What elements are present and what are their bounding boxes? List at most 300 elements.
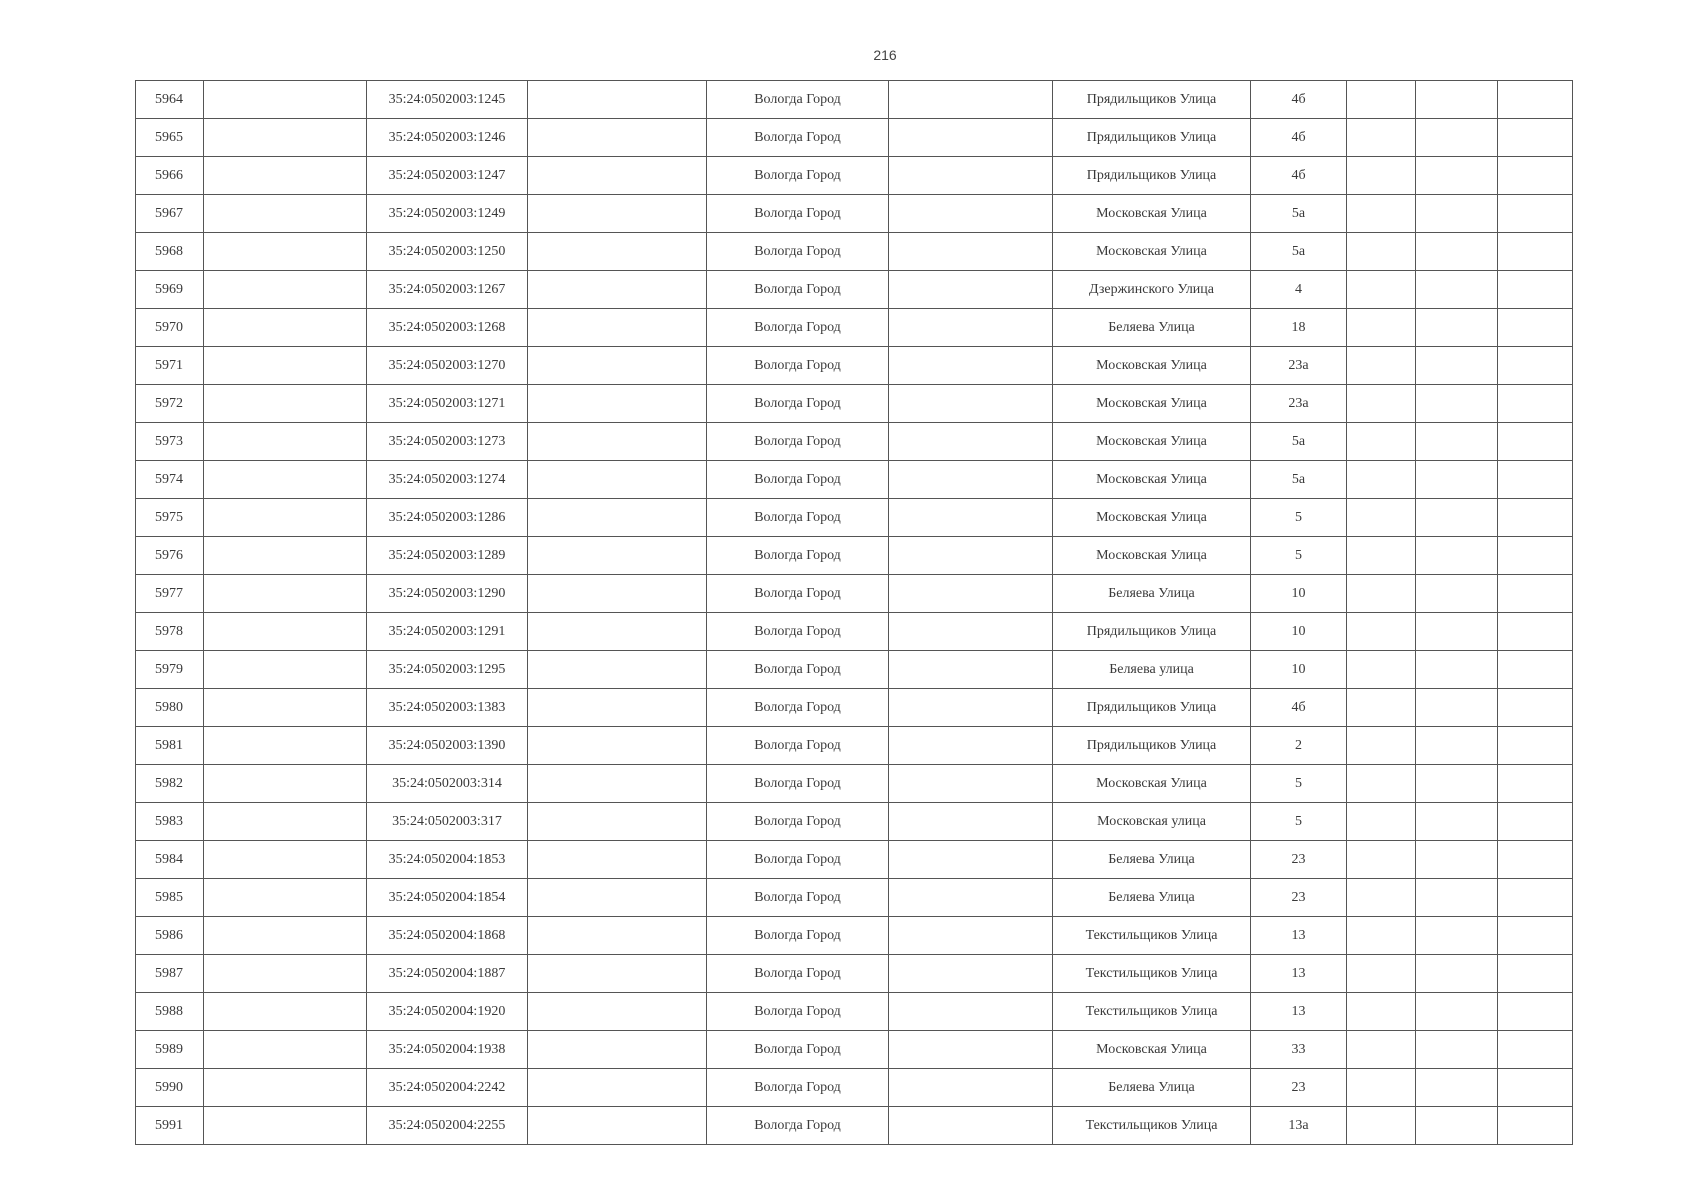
empty-cell [204,727,367,765]
empty-cell [1416,689,1498,727]
cadastral-number-cell: 35:24:0502004:1854 [367,879,528,917]
empty-cell [1347,955,1416,993]
row-number-cell: 5967 [136,195,204,233]
house-number-cell: 23а [1251,385,1347,423]
row-number-cell: 5966 [136,157,204,195]
empty-cell [1416,423,1498,461]
street-cell: Прядильщиков Улица [1053,81,1251,119]
empty-cell [204,1107,367,1145]
empty-cell [528,917,707,955]
street-cell: Дзержинского Улица [1053,271,1251,309]
empty-cell [204,575,367,613]
row-number-cell: 5986 [136,917,204,955]
table-row [136,575,1573,613]
table-row [136,879,1573,917]
empty-cell [204,955,367,993]
empty-cell [1347,993,1416,1031]
city-cell: Вологда Город [707,195,889,233]
empty-cell [1347,803,1416,841]
empty-cell [889,461,1053,499]
empty-cell [889,385,1053,423]
empty-cell [1498,803,1573,841]
empty-cell [204,461,367,499]
street-cell: Прядильщиков Улица [1053,613,1251,651]
empty-cell [204,1031,367,1069]
street-cell: Московская Улица [1053,765,1251,803]
house-number-cell: 18 [1251,309,1347,347]
empty-cell [1498,765,1573,803]
empty-cell [1347,689,1416,727]
city-cell: Вологда Город [707,993,889,1031]
empty-cell [1498,157,1573,195]
street-cell: Московская Улица [1053,347,1251,385]
empty-cell [204,993,367,1031]
table-row [136,157,1573,195]
empty-cell [1498,1031,1573,1069]
table-row [136,651,1573,689]
row-number-cell: 5977 [136,575,204,613]
row-number-cell: 5974 [136,461,204,499]
empty-cell [1347,765,1416,803]
street-cell: Московская Улица [1053,385,1251,423]
empty-cell [1498,993,1573,1031]
table-row [136,233,1573,271]
row-number-cell: 5979 [136,651,204,689]
empty-cell [528,385,707,423]
empty-cell [204,385,367,423]
empty-cell [1498,955,1573,993]
table-row [136,461,1573,499]
city-cell: Вологда Город [707,309,889,347]
empty-cell [889,841,1053,879]
cadastral-number-cell: 35:24:0502003:1291 [367,613,528,651]
property-registry-table [135,80,1573,1145]
empty-cell [204,917,367,955]
empty-cell [889,803,1053,841]
empty-cell [889,1107,1053,1145]
street-cell: Московская Улица [1053,1031,1251,1069]
empty-cell [528,841,707,879]
empty-cell [528,347,707,385]
empty-cell [204,879,367,917]
table-row [136,727,1573,765]
empty-cell [528,727,707,765]
empty-cell [1498,727,1573,765]
empty-cell [528,81,707,119]
empty-cell [1416,195,1498,233]
empty-cell [889,689,1053,727]
empty-cell [528,461,707,499]
table-row [136,841,1573,879]
house-number-cell: 10 [1251,613,1347,651]
empty-cell [204,271,367,309]
row-number-cell: 5964 [136,81,204,119]
empty-cell [204,195,367,233]
empty-cell [204,157,367,195]
house-number-cell: 5а [1251,195,1347,233]
cadastral-number-cell: 35:24:0502003:1270 [367,347,528,385]
row-number-cell: 5976 [136,537,204,575]
city-cell: Вологда Город [707,651,889,689]
empty-cell [1347,195,1416,233]
table-row [136,1069,1573,1107]
street-cell: Московская Улица [1053,233,1251,271]
house-number-cell: 4б [1251,689,1347,727]
table-row [136,917,1573,955]
city-cell: Вологда Город [707,157,889,195]
empty-cell [204,1069,367,1107]
street-cell: Беляева Улица [1053,879,1251,917]
house-number-cell: 23 [1251,879,1347,917]
row-number-cell: 5969 [136,271,204,309]
empty-cell [204,841,367,879]
empty-cell [1347,575,1416,613]
empty-cell [889,157,1053,195]
cadastral-number-cell: 35:24:0502003:314 [367,765,528,803]
empty-cell [1416,537,1498,575]
empty-cell [1498,651,1573,689]
empty-cell [1347,841,1416,879]
table-row [136,1107,1573,1145]
empty-cell [1498,575,1573,613]
table-row [136,803,1573,841]
cadastral-number-cell: 35:24:0502003:1390 [367,727,528,765]
cadastral-number-cell: 35:24:0502004:1853 [367,841,528,879]
empty-cell [889,955,1053,993]
empty-cell [889,1069,1053,1107]
street-cell: Московская Улица [1053,195,1251,233]
city-cell: Вологда Город [707,955,889,993]
empty-cell [528,271,707,309]
empty-cell [204,309,367,347]
empty-cell [204,651,367,689]
empty-cell [528,537,707,575]
empty-cell [1416,727,1498,765]
empty-cell [1416,1031,1498,1069]
empty-cell [1498,81,1573,119]
city-cell: Вологда Город [707,879,889,917]
cadastral-number-cell: 35:24:0502003:1273 [367,423,528,461]
empty-cell [528,803,707,841]
table-row [136,993,1573,1031]
empty-cell [528,955,707,993]
city-cell: Вологда Город [707,917,889,955]
empty-cell [1347,423,1416,461]
empty-cell [889,879,1053,917]
city-cell: Вологда Город [707,689,889,727]
table-row [136,309,1573,347]
table-row [136,195,1573,233]
cadastral-number-cell: 35:24:0502003:1267 [367,271,528,309]
empty-cell [889,233,1053,271]
empty-cell [889,575,1053,613]
city-cell: Вологда Город [707,119,889,157]
house-number-cell: 4б [1251,81,1347,119]
empty-cell [528,689,707,727]
empty-cell [1347,271,1416,309]
empty-cell [889,347,1053,385]
row-number-cell: 5968 [136,233,204,271]
cadastral-number-cell: 35:24:0502003:1246 [367,119,528,157]
house-number-cell: 4б [1251,119,1347,157]
row-number-cell: 5981 [136,727,204,765]
street-cell: Московская Улица [1053,461,1251,499]
empty-cell [1498,1107,1573,1145]
empty-cell [1416,385,1498,423]
empty-cell [528,195,707,233]
table-row [136,347,1573,385]
empty-cell [1416,879,1498,917]
registry-body [136,81,1573,1145]
empty-cell [1416,651,1498,689]
empty-cell [1347,1107,1416,1145]
empty-cell [1498,537,1573,575]
empty-cell [889,499,1053,537]
empty-cell [1347,499,1416,537]
empty-cell [1498,195,1573,233]
cadastral-number-cell: 35:24:0502003:1383 [367,689,528,727]
empty-cell [889,765,1053,803]
cadastral-number-cell: 35:24:0502004:1938 [367,1031,528,1069]
city-cell: Вологда Город [707,499,889,537]
row-number-cell: 5988 [136,993,204,1031]
empty-cell [1416,347,1498,385]
city-cell: Вологда Город [707,81,889,119]
row-number-cell: 5971 [136,347,204,385]
city-cell: Вологда Город [707,575,889,613]
row-number-cell: 5965 [136,119,204,157]
row-number-cell: 5978 [136,613,204,651]
empty-cell [528,233,707,271]
empty-cell [1347,119,1416,157]
house-number-cell: 13 [1251,993,1347,1031]
empty-cell [204,119,367,157]
table-row [136,499,1573,537]
street-cell: Московская Улица [1053,499,1251,537]
empty-cell [1498,423,1573,461]
empty-cell [1416,613,1498,651]
cadastral-number-cell: 35:24:0502003:1250 [367,233,528,271]
empty-cell [528,993,707,1031]
empty-cell [1347,917,1416,955]
empty-cell [1347,461,1416,499]
house-number-cell: 5а [1251,233,1347,271]
empty-cell [528,1031,707,1069]
cadastral-number-cell: 35:24:0502003:317 [367,803,528,841]
empty-cell [1498,385,1573,423]
empty-cell [204,765,367,803]
city-cell: Вологда Город [707,1107,889,1145]
house-number-cell: 13а [1251,1107,1347,1145]
empty-cell [1498,347,1573,385]
empty-cell [889,119,1053,157]
street-cell: Текстильщиков Улица [1053,955,1251,993]
street-cell: Прядильщиков Улица [1053,727,1251,765]
empty-cell [528,879,707,917]
cadastral-number-cell: 35:24:0502004:1920 [367,993,528,1031]
house-number-cell: 23а [1251,347,1347,385]
house-number-cell: 5а [1251,461,1347,499]
house-number-cell: 33 [1251,1031,1347,1069]
empty-cell [528,765,707,803]
city-cell: Вологда Город [707,765,889,803]
empty-cell [1347,233,1416,271]
city-cell: Вологда Город [707,1031,889,1069]
house-number-cell: 5 [1251,499,1347,537]
house-number-cell: 13 [1251,917,1347,955]
street-cell: Текстильщиков Улица [1053,993,1251,1031]
cadastral-number-cell: 35:24:0502003:1289 [367,537,528,575]
table-row [136,423,1573,461]
row-number-cell: 5989 [136,1031,204,1069]
empty-cell [1416,917,1498,955]
row-number-cell: 5975 [136,499,204,537]
city-cell: Вологда Город [707,461,889,499]
empty-cell [1416,157,1498,195]
house-number-cell: 13 [1251,955,1347,993]
city-cell: Вологда Город [707,233,889,271]
table-row [136,385,1573,423]
empty-cell [1347,537,1416,575]
empty-cell [528,613,707,651]
empty-cell [1347,1031,1416,1069]
empty-cell [204,537,367,575]
empty-cell [528,1107,707,1145]
street-cell: Прядильщиков Улица [1053,119,1251,157]
empty-cell [528,423,707,461]
cadastral-number-cell: 35:24:0502004:2255 [367,1107,528,1145]
empty-cell [1416,765,1498,803]
empty-cell [204,803,367,841]
empty-cell [204,423,367,461]
empty-cell [1498,841,1573,879]
city-cell: Вологда Город [707,841,889,879]
empty-cell [889,613,1053,651]
table-row [136,537,1573,575]
street-cell: Московская Улица [1053,423,1251,461]
house-number-cell: 5 [1251,803,1347,841]
cadastral-number-cell: 35:24:0502003:1290 [367,575,528,613]
row-number-cell: 5985 [136,879,204,917]
empty-cell [1416,81,1498,119]
empty-cell [889,81,1053,119]
row-number-cell: 5972 [136,385,204,423]
empty-cell [1416,803,1498,841]
house-number-cell: 5 [1251,537,1347,575]
empty-cell [889,1031,1053,1069]
empty-cell [1347,651,1416,689]
street-cell: Беляева Улица [1053,841,1251,879]
empty-cell [528,157,707,195]
empty-cell [1416,955,1498,993]
table-row [136,271,1573,309]
empty-cell [204,347,367,385]
house-number-cell: 10 [1251,575,1347,613]
cadastral-number-cell: 35:24:0502003:1245 [367,81,528,119]
empty-cell [1347,157,1416,195]
empty-cell [889,271,1053,309]
city-cell: Вологда Город [707,537,889,575]
row-number-cell: 5987 [136,955,204,993]
cadastral-number-cell: 35:24:0502003:1271 [367,385,528,423]
page-number: 216 [873,47,897,63]
street-cell: Текстильщиков Улица [1053,1107,1251,1145]
cadastral-number-cell: 35:24:0502004:2242 [367,1069,528,1107]
empty-cell [1498,879,1573,917]
empty-cell [1347,347,1416,385]
cadastral-number-cell: 35:24:0502003:1295 [367,651,528,689]
house-number-cell: 5 [1251,765,1347,803]
row-number-cell: 5980 [136,689,204,727]
empty-cell [889,993,1053,1031]
empty-cell [1498,613,1573,651]
empty-cell [889,195,1053,233]
city-cell: Вологда Город [707,803,889,841]
empty-cell [1498,1069,1573,1107]
empty-cell [528,309,707,347]
empty-cell [1416,1107,1498,1145]
table-row [136,119,1573,157]
empty-cell [1416,309,1498,347]
empty-cell [1416,271,1498,309]
street-cell: Московская улица [1053,803,1251,841]
empty-cell [204,689,367,727]
empty-cell [1416,841,1498,879]
street-cell: Беляева улица [1053,651,1251,689]
city-cell: Вологда Город [707,385,889,423]
empty-cell [889,917,1053,955]
empty-cell [528,1069,707,1107]
empty-cell [889,537,1053,575]
empty-cell [1498,689,1573,727]
street-cell: Беляева Улица [1053,1069,1251,1107]
table-row [136,955,1573,993]
house-number-cell: 4б [1251,157,1347,195]
street-cell: Московская Улица [1053,537,1251,575]
empty-cell [889,727,1053,765]
empty-cell [1347,879,1416,917]
cadastral-number-cell: 35:24:0502004:1868 [367,917,528,955]
city-cell: Вологда Город [707,1069,889,1107]
row-number-cell: 5983 [136,803,204,841]
empty-cell [1347,1069,1416,1107]
empty-cell [889,423,1053,461]
row-number-cell: 5991 [136,1107,204,1145]
empty-cell [204,81,367,119]
empty-cell [1498,309,1573,347]
empty-cell [889,309,1053,347]
row-number-cell: 5984 [136,841,204,879]
table-row [136,689,1573,727]
empty-cell [1416,119,1498,157]
empty-cell [1347,727,1416,765]
empty-cell [204,233,367,271]
house-number-cell: 10 [1251,651,1347,689]
city-cell: Вологда Город [707,347,889,385]
city-cell: Вологда Город [707,727,889,765]
house-number-cell: 2 [1251,727,1347,765]
empty-cell [1498,917,1573,955]
empty-cell [889,651,1053,689]
street-cell: Беляева Улица [1053,575,1251,613]
empty-cell [528,575,707,613]
street-cell: Прядильщиков Улица [1053,689,1251,727]
empty-cell [1498,119,1573,157]
row-number-cell: 5990 [136,1069,204,1107]
empty-cell [528,499,707,537]
empty-cell [1416,461,1498,499]
empty-cell [1347,81,1416,119]
